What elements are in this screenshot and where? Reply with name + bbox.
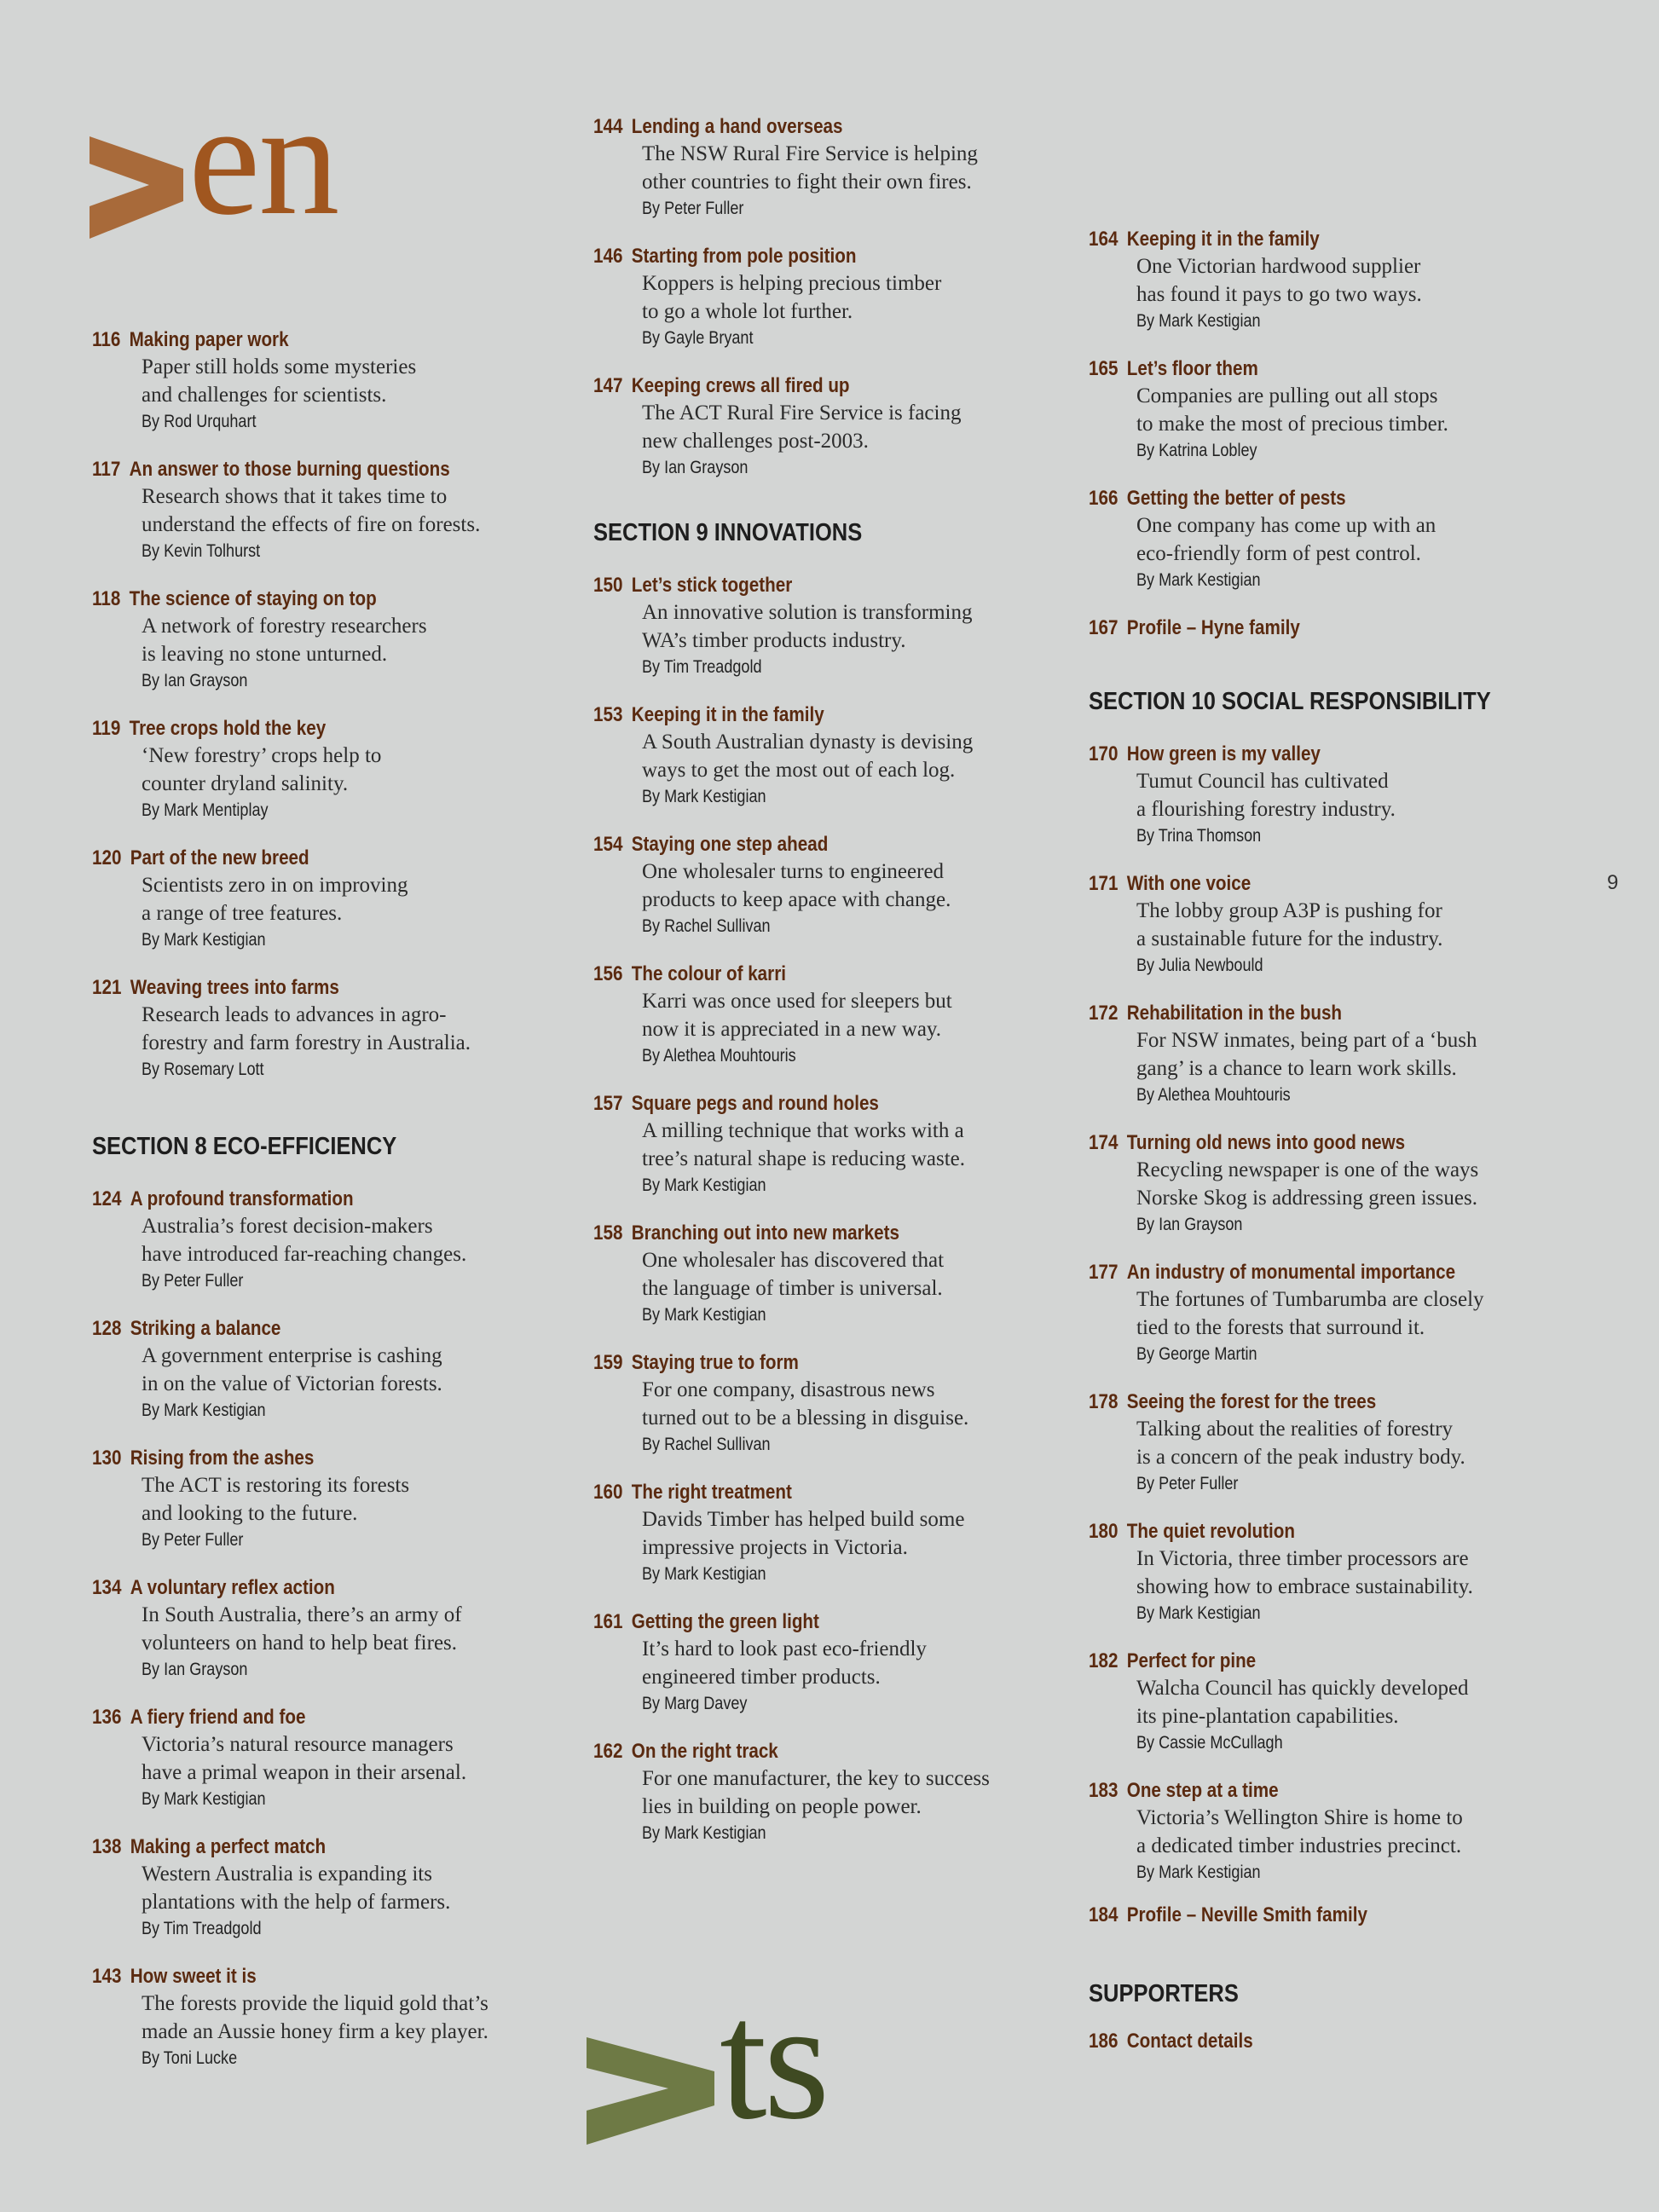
chevron-right-icon <box>587 2010 714 2146</box>
entry-description: A milling technique that works with a tree’s natural shape is reducing waste. <box>642 1119 966 1170</box>
entry-title: Getting the better of pests <box>1126 487 1346 510</box>
entry-title: How sweet it is <box>130 1965 257 1988</box>
entry-page-number: 161 <box>593 1610 623 1633</box>
entry-page-number: 138 <box>92 1835 122 1858</box>
entry-page-number: 183 <box>1089 1779 1119 1802</box>
toc-entry[interactable] <box>593 1609 1071 1717</box>
section-heading-innovations: SECTION 9 INNOVATIONS <box>593 519 863 546</box>
col1-entries <box>92 327 569 1083</box>
section10-entries <box>1089 742 1566 1886</box>
entry-title: Let’s stick together <box>631 574 793 597</box>
entry-description: Victoria’s Wellington Shire is home to a dedicated timber industries precinct. <box>1136 1806 1463 1857</box>
toc-entry[interactable] <box>1089 1001 1566 1108</box>
entry-page-number: 164 <box>1089 228 1119 251</box>
section8-entries <box>92 1187 569 2071</box>
entry-author: By Mark Kestigian <box>1136 570 1261 590</box>
entry-title: Branching out into new markets <box>631 1222 899 1245</box>
toc-entry[interactable] <box>1089 1519 1566 1626</box>
entry-description: Karri was once used for sleepers but now it is appreciated in a new way. <box>642 990 952 1041</box>
entry-page-number: 162 <box>593 1740 623 1763</box>
entry-author: By Mark Kestigian <box>142 930 266 950</box>
entry-title: Lending a hand overseas <box>631 115 843 138</box>
entry-author: By Mark Kestigian <box>642 787 766 806</box>
entry-description: ‘New forestry’ crops help to counter dryland salinity. <box>142 744 382 795</box>
entry-page-number: 147 <box>593 374 623 397</box>
entry-page-number: 166 <box>1089 487 1119 510</box>
toc-entry-profile-hyne[interactable] <box>1089 615 1500 641</box>
entry-description: Victoria’s natural resource managers have a primal weapon in their arsenal. <box>142 1733 467 1784</box>
entry-page-number: 156 <box>593 962 623 985</box>
entry-author: By Gayle Bryant <box>642 328 754 348</box>
entry-author: By George Martin <box>1136 1344 1257 1364</box>
section-heading-supporters: SUPPORTERS <box>1089 1980 1239 2007</box>
entry-title: A profound transformation <box>130 1187 354 1210</box>
entry-description: Davids Timber has helped build some impressive projects in Victoria. <box>642 1508 965 1559</box>
entry-description: Australia’s forest decision-makers have introduced far-reaching changes. <box>142 1215 467 1266</box>
entry-page-number: 146 <box>593 245 623 268</box>
entry-description: Western Australia is expanding its plantations with the help of farmers. <box>142 1863 451 1914</box>
entry-page-number: 158 <box>593 1222 623 1245</box>
toc-entry[interactable] <box>92 1834 569 1942</box>
toc-entry[interactable] <box>1089 1389 1566 1497</box>
entry-author: By Tim Treadgold <box>142 1919 262 1938</box>
entry-author: By Marg Davey <box>642 1694 748 1713</box>
entry-page-number: 136 <box>92 1706 122 1729</box>
entry-description: For one manufacturer, the key to success lies in building on people power. <box>642 1767 990 1818</box>
entry-description: The forests provide the liquid gold that’s made an Aussie honey firm a key player. <box>142 1992 488 2043</box>
entry-author: By Mark Kestigian <box>142 1789 266 1809</box>
toc-entry[interactable] <box>92 975 569 1083</box>
entry-title: Getting the green light <box>631 1610 819 1633</box>
heading-en <box>90 70 338 249</box>
entry-description: The lobby group A3P is pushing for a sustainable future for the industry. <box>1136 899 1443 950</box>
column-3 <box>1089 227 1566 2054</box>
entry-title: On the right track <box>631 1740 778 1763</box>
entry-author: By Mark Kestigian <box>1136 311 1261 331</box>
entry-title: Staying one step ahead <box>631 833 829 856</box>
entry-title: Let’s floor them <box>1126 357 1258 380</box>
entry-page-number: 174 <box>1089 1131 1119 1154</box>
entry-description: A network of forestry researchers is leaving no stone unturned. <box>142 615 427 666</box>
page-number: 9 <box>1607 871 1619 894</box>
entry-author: By Toni Lucke <box>142 2048 238 2068</box>
entry-author: By Ian Grayson <box>142 1660 248 1679</box>
entry-page-number: 177 <box>1089 1261 1119 1284</box>
entry-title: One step at a time <box>1126 1779 1279 1802</box>
chevron-right-icon <box>90 113 183 240</box>
entry-author: By Peter Fuller <box>642 199 744 218</box>
entry-description: Scientists zero in on improving a range of tree features. <box>142 874 408 925</box>
entry-page-number: 117 <box>92 458 121 481</box>
toc-entry[interactable] <box>593 1091 1071 1198</box>
entry-title: Tree crops hold the key <box>129 717 327 740</box>
entry-title: Weaving trees into farms <box>130 976 339 999</box>
entry-description: The ACT is restoring its forests and looking to the future. <box>142 1474 410 1525</box>
entry-title: How green is my valley <box>1126 742 1321 765</box>
entry-title: Seeing the forest for the trees <box>1126 1390 1377 1413</box>
section-heading-eco-efficiency: SECTION 8 ECO-EFFICIENCY <box>92 1133 397 1160</box>
entry-page-number: 144 <box>593 115 623 138</box>
toc-entry[interactable] <box>92 457 569 564</box>
entry-page-number: 159 <box>593 1351 623 1374</box>
entry-author: By Alethea Mouhtouris <box>1136 1085 1291 1105</box>
toc-entry[interactable] <box>1089 742 1566 849</box>
toc-entry[interactable] <box>92 846 569 953</box>
toc-entry[interactable] <box>1089 871 1566 979</box>
entry-description: It’s hard to look past eco-friendly engineered timber products. <box>642 1637 927 1689</box>
entry-author: By Mark Kestigian <box>1136 1863 1261 1882</box>
entry-page-number: 178 <box>1089 1390 1119 1413</box>
entry-author: By Rachel Sullivan <box>642 916 771 936</box>
toc-entry[interactable] <box>593 702 1071 810</box>
entry-author: By Mark Kestigian <box>1136 1603 1261 1623</box>
toc-entry[interactable] <box>92 586 569 694</box>
entry-author: By Katrina Lobley <box>1136 441 1257 460</box>
entry-title: Keeping crews all fired up <box>631 374 850 397</box>
entry-title: An answer to those burning questions <box>129 458 450 481</box>
entry-description: Companies are pulling out all stops to make the most of precious timber. <box>1136 384 1448 436</box>
entry-description: A South Australian dynasty is devising ways to get the most out of each log. <box>642 731 974 782</box>
toc-entry[interactable] <box>1089 1649 1566 1756</box>
entry-description: For one company, disastrous news turned out to be a blessing in disguise. <box>642 1378 969 1429</box>
heading-ts-text: ts <box>720 1967 827 2155</box>
entry-title: Part of the new breed <box>130 846 309 869</box>
entry-description: Tumut Council has cultivated a flourishing forestry industry. <box>1136 770 1396 821</box>
entry-author: By Julia Newbould <box>1136 956 1263 975</box>
entry-description: Walcha Council has quickly developed its pine-plantation capabilities. <box>1136 1677 1469 1728</box>
entry-author: By Rosemary Lott <box>142 1060 264 1079</box>
entry-title: Keeping it in the family <box>1126 228 1320 251</box>
entry-author: By Mark Kestigian <box>642 1175 766 1195</box>
toc-entry[interactable] <box>92 1316 569 1424</box>
entry-page-number: 154 <box>593 833 623 856</box>
entry-description: For NSW inmates, being part of a ‘bush gang’ is a chance to learn work skills. <box>1136 1029 1477 1080</box>
entry-description: The NSW Rural Fire Service is helping other countries to fight their own fires. <box>642 142 978 193</box>
entry-page-number: 143 <box>92 1965 122 1988</box>
toc-entry[interactable] <box>593 962 1071 1069</box>
entry-title: Rising from the ashes <box>130 1447 315 1470</box>
toc-entry[interactable] <box>593 1739 1071 1846</box>
entry-title: The quiet revolution <box>1126 1520 1295 1543</box>
entry-author: By Ian Grayson <box>142 671 248 690</box>
entry-title: Rehabilitation in the bush <box>1126 1002 1343 1025</box>
toc-entry[interactable] <box>92 1705 569 1812</box>
entry-description: Recycling newspaper is one of the ways Norske Skog is addressing green issues. <box>1136 1158 1479 1210</box>
toc-entry[interactable] <box>92 1446 569 1553</box>
entry-author: By Mark Kestigian <box>642 1823 766 1843</box>
entry-description: Research shows that it takes time to understand the effects of fire on forests. <box>142 485 481 536</box>
entry-title: An industry of monumental importance <box>1126 1261 1456 1284</box>
toc-entry[interactable] <box>1089 1260 1566 1367</box>
toc-entry[interactable] <box>593 373 1071 481</box>
entry-title: Profile – Hyne family <box>1126 616 1300 639</box>
entry-page-number: 119 <box>92 717 121 740</box>
entry-author: By Peter Fuller <box>1136 1474 1239 1493</box>
entry-author: By Kevin Tolhurst <box>142 541 261 561</box>
entry-description: In South Australia, there’s an army of volunteers on hand to help beat fires. <box>142 1603 462 1655</box>
entry-author: By Rachel Sullivan <box>642 1435 771 1454</box>
toc-entry-profile-smith[interactable] <box>1089 1903 1500 1928</box>
entry-page-number: 124 <box>92 1187 122 1210</box>
column-2 <box>593 114 1071 1868</box>
entry-title: Staying true to form <box>631 1351 799 1374</box>
entry-page-number: 128 <box>92 1317 122 1340</box>
entry-author: By Peter Fuller <box>142 1530 244 1550</box>
entry-description: One wholesaler has discovered that the language of timber is universal. <box>642 1249 945 1300</box>
entry-page-number: 134 <box>92 1576 122 1599</box>
entry-title: Starting from pole position <box>631 245 857 268</box>
toc-entry[interactable] <box>593 573 1071 680</box>
entry-page-number: 165 <box>1089 357 1119 380</box>
entry-title: Profile – Neville Smith family <box>1126 1903 1367 1926</box>
toc-entry[interactable] <box>1089 356 1566 464</box>
entry-title: A voluntary reflex action <box>130 1576 335 1599</box>
toc-entry[interactable] <box>92 716 569 823</box>
heading-ts <box>587 1967 827 2155</box>
entry-author: By Alethea Mouhtouris <box>642 1046 796 1066</box>
entry-title: With one voice <box>1126 872 1251 895</box>
toc-entry[interactable] <box>593 832 1071 939</box>
entry-author: By Tim Treadgold <box>642 657 762 677</box>
entry-title: Contact details <box>1126 2030 1253 2053</box>
entry-page-number: 153 <box>593 703 623 726</box>
toc-entry[interactable] <box>1089 486 1566 593</box>
entry-description: One company has come up with an eco-friendly form of pest control. <box>1136 514 1436 565</box>
entry-title: The science of staying on top <box>129 587 377 610</box>
entry-title: Making a perfect match <box>130 1835 327 1858</box>
entry-author: By Trina Thomson <box>1136 826 1262 846</box>
toc-entry[interactable] <box>1089 227 1566 334</box>
entry-description: A government enterprise is cashing in on the value of Victorian forests. <box>142 1344 442 1395</box>
entry-page-number: 150 <box>593 574 623 597</box>
entry-title: Perfect for pine <box>1126 1649 1257 1672</box>
toc-entry[interactable] <box>593 1480 1071 1587</box>
entry-author: By Ian Grayson <box>642 458 749 477</box>
column-1 <box>92 327 569 2094</box>
toc-entry[interactable] <box>92 1964 569 2071</box>
entry-author: By Mark Kestigian <box>642 1564 766 1584</box>
toc-entry[interactable] <box>92 1575 569 1683</box>
toc-entry-contact-details[interactable] <box>1089 2029 1500 2054</box>
entry-author: By Rod Urquhart <box>142 412 257 431</box>
entry-title: Striking a balance <box>130 1317 281 1340</box>
entry-page-number: 130 <box>92 1447 122 1470</box>
entry-title: The right treatment <box>631 1481 792 1504</box>
entry-author: By Mark Kestigian <box>642 1305 766 1325</box>
entry-author: By Cassie McCullagh <box>1136 1733 1283 1753</box>
entry-page-number: 160 <box>593 1481 623 1504</box>
entry-page-number: 116 <box>92 328 121 351</box>
entry-page-number: 171 <box>1089 872 1119 895</box>
col3-entries <box>1089 227 1566 593</box>
entry-title: The colour of karri <box>631 962 786 985</box>
entry-page-number: 184 <box>1089 1903 1119 1926</box>
section-heading-social-responsibility: SECTION 10 SOCIAL RESPONSIBILITY <box>1089 688 1491 715</box>
toc-entry[interactable] <box>92 327 569 435</box>
entry-author: By Ian Grayson <box>1136 1215 1243 1234</box>
entry-page-number: 157 <box>593 1092 623 1115</box>
entry-description: The fortunes of Tumbarumba are closely tied to the forests that surround it. <box>1136 1288 1484 1339</box>
entry-page-number: 182 <box>1089 1649 1119 1672</box>
entry-description: The ACT Rural Fire Service is facing new challenges post-2003. <box>642 401 962 453</box>
entry-author: By Mark Kestigian <box>142 1401 266 1420</box>
entry-description: Koppers is helping precious timber to go a whole lot further. <box>642 272 942 323</box>
col2-entries <box>593 114 1071 481</box>
entry-description: In Victoria, three timber processors are showing how to embrace sustainability. <box>1136 1547 1473 1598</box>
entry-page-number: 167 <box>1089 616 1119 639</box>
entry-description: One wholesaler turns to engineered products to keep apace with change. <box>642 860 951 911</box>
entry-page-number: 170 <box>1089 742 1119 765</box>
entry-description: Paper still holds some mysteries and challenges for scientists. <box>142 355 417 407</box>
toc-entry[interactable] <box>593 1350 1071 1458</box>
entry-page-number: 172 <box>1089 1002 1119 1025</box>
entry-title: Square pegs and round holes <box>631 1092 879 1115</box>
toc-entry[interactable] <box>593 1221 1071 1328</box>
entry-page-number: 118 <box>92 587 121 610</box>
entry-author: By Mark Mentiplay <box>142 800 269 820</box>
toc-entry[interactable] <box>593 244 1071 351</box>
entry-title: Keeping it in the family <box>631 703 824 726</box>
toc-entry[interactable] <box>1089 1130 1566 1238</box>
entry-description: An innovative solution is transforming WA’s timber products industry. <box>642 601 973 652</box>
entry-title: Turning old news into good news <box>1126 1131 1406 1154</box>
section9-entries <box>593 573 1071 1846</box>
entry-page-number: 186 <box>1089 2030 1119 2053</box>
entry-page-number: 120 <box>92 846 122 869</box>
entry-page-number: 121 <box>92 976 122 999</box>
toc-entry[interactable] <box>1089 1778 1566 1886</box>
entry-page-number: 180 <box>1089 1520 1119 1543</box>
heading-en-text: en <box>188 70 338 249</box>
toc-entry[interactable] <box>593 114 1071 222</box>
entry-title: Making paper work <box>129 328 289 351</box>
entry-author: By Peter Fuller <box>142 1271 244 1291</box>
entry-description: One Victorian hardwood supplier has found it pays to go two ways. <box>1136 255 1422 306</box>
entry-description: Research leads to advances in agro- forestry and farm forestry in Australia. <box>142 1003 471 1054</box>
entry-description: Talking about the realities of forestry is a concern of the peak industry body. <box>1136 1418 1465 1469</box>
toc-entry[interactable] <box>92 1187 569 1294</box>
entry-title: A fiery friend and foe <box>130 1706 306 1729</box>
